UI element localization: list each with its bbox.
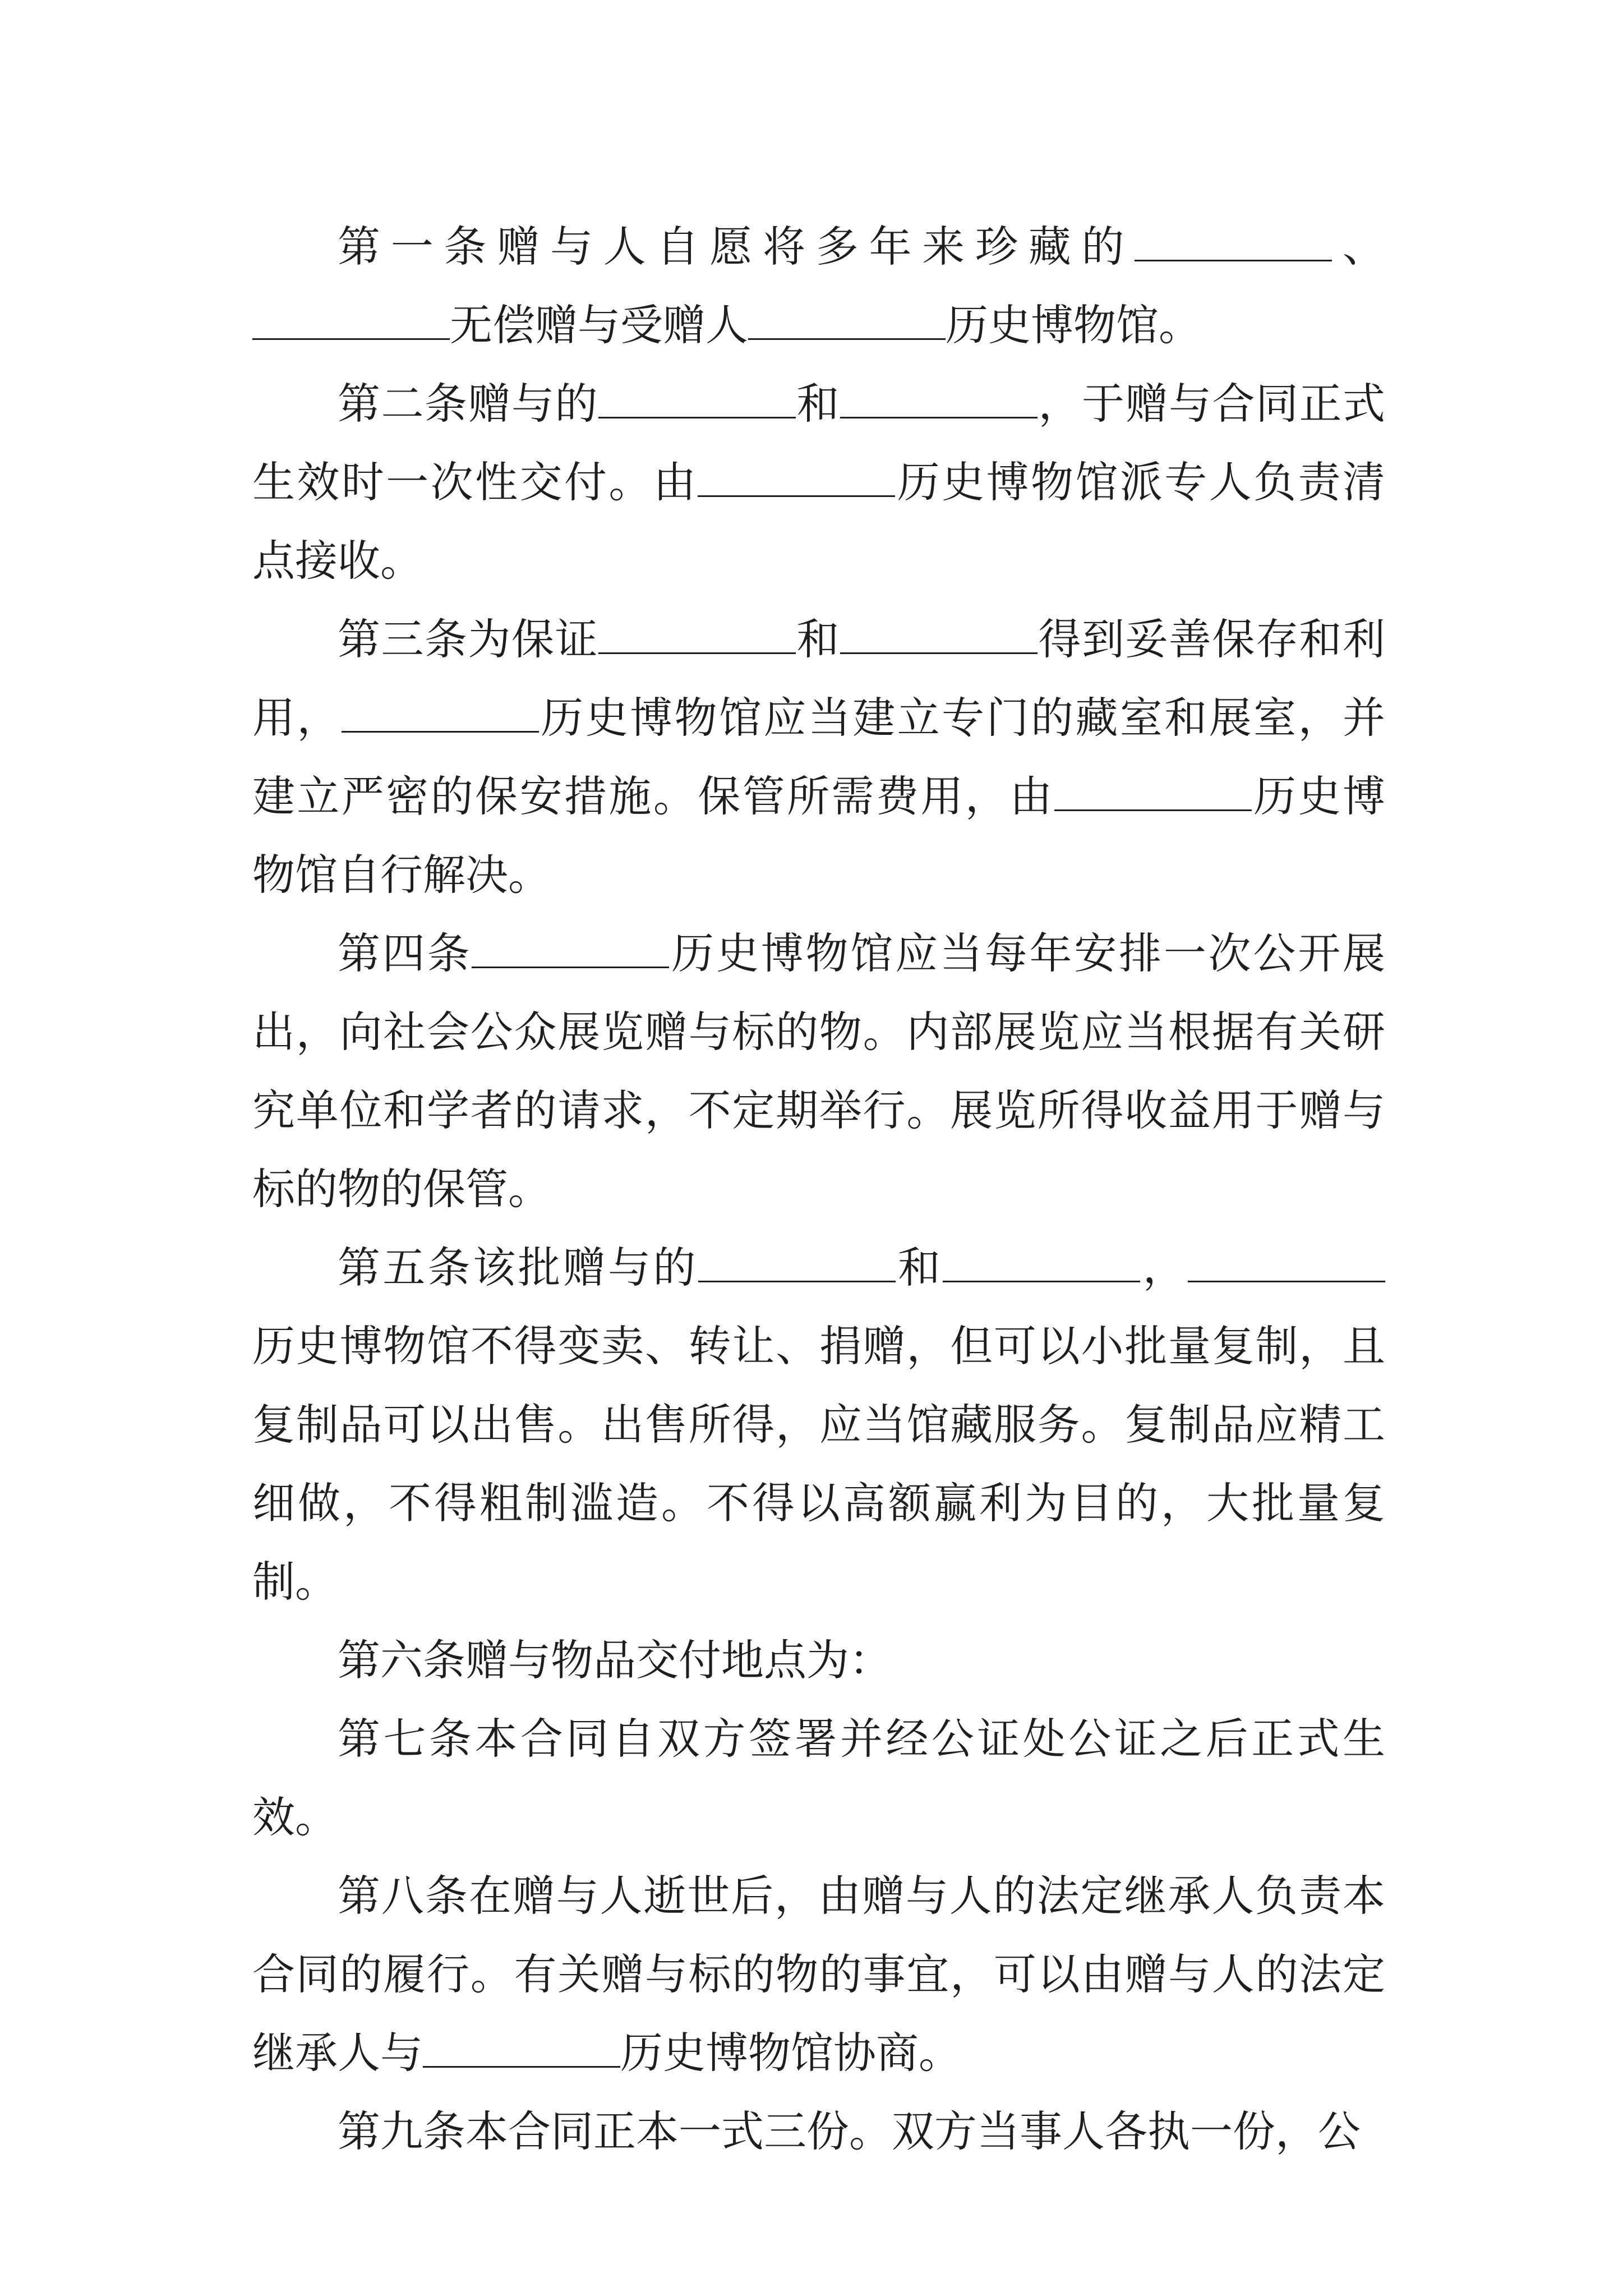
contract-text: 历史博物馆应当每年安排一次公开展出，向社会公众展览赠与标的物。内部展览应当根据有关研究单位和学者的请求，不定期举行。展览所得收益用于赠与标的物的保管。 — [252, 928, 1386, 1214]
fill-in-blank-line — [472, 930, 669, 968]
contract-text: 、 — [1332, 222, 1385, 272]
contract-text: 历史博物馆自行解决。 — [252, 771, 1386, 900]
contract-article-5 — [252, 1228, 1385, 1621]
contract-text: 和 — [796, 614, 840, 664]
contract-article-7 — [252, 1700, 1385, 1857]
contract-text: 第一条赠与人自愿将多年来珍藏的 — [338, 222, 1135, 272]
contract-text: 第六条赠与物品交付地点为： — [338, 1635, 892, 1685]
fill-in-blank-line — [748, 301, 946, 340]
fill-in-blank-line — [252, 301, 450, 340]
fill-in-blank-line — [698, 1244, 896, 1282]
fill-in-blank-line — [1054, 772, 1252, 811]
contract-text: ， — [1140, 1243, 1188, 1292]
fill-in-blank-line — [598, 615, 796, 654]
contract-article-6 — [252, 1621, 1385, 1700]
fill-in-blank-line — [943, 1244, 1140, 1282]
fill-in-blank-line — [598, 380, 796, 418]
fill-in-blank-line — [1188, 1244, 1385, 1282]
contract-article-9 — [252, 2092, 1385, 2171]
contract-text: 和 — [796, 379, 840, 429]
contract-text: 历史博物馆协商。 — [620, 2028, 961, 2078]
fill-in-blank-line — [840, 615, 1038, 654]
contract-text: 第九条本合同正本一式三份。双方当事人各执一份，公 — [338, 2106, 1361, 2156]
fill-in-blank-line — [342, 694, 539, 733]
contract-article-3 — [252, 600, 1385, 914]
fill-in-blank-line — [423, 2029, 620, 2068]
contract-text: 历史博物馆。 — [946, 300, 1201, 350]
contract-text: ，于赠与合同正式生效时一次性交付。由 — [252, 379, 1385, 507]
contract-text: 历史博物馆不得变卖、转让、捐赠，但可以小批量复制，且复制品可以出售。出售所得，应当馆藏服务。复制品应精工细做，不得粗制滥造。不得以高额赢利为目的，大批量复制。 — [252, 1321, 1385, 1607]
contract-text: 第五条该批赠与的 — [338, 1243, 698, 1292]
fill-in-blank-line — [698, 458, 895, 497]
fill-in-blank-line — [840, 380, 1038, 418]
fill-in-blank-line — [1135, 223, 1332, 261]
contract-text: 第二条赠与的 — [338, 379, 598, 429]
contract-text: 历史博物馆派专人负责清点接收。 — [252, 457, 1386, 586]
contract-text: 和 — [895, 1243, 943, 1292]
contract-text: 第七条本合同自双方签署并经公证处公证之后正式生效。 — [252, 1714, 1385, 1842]
contract-text: 历史博物馆应当建立专门的藏室和展室，并建立严密的保安措施。保管所需费用，由 — [252, 693, 1386, 821]
contract-text: 第八条在赠与人逝世后，由赠与人的法定继承人负责本合同的履行。有关赠与标的物的事宜，可以由赠与人的法定继承人与 — [252, 1871, 1385, 2078]
contract-article-1 — [252, 208, 1385, 365]
contract-text: 无偿赠与受赠人 — [450, 300, 748, 350]
contract-article-2 — [252, 365, 1385, 600]
document-body — [252, 208, 1385, 2171]
contract-text: 第三条为保证 — [338, 614, 598, 664]
contract-article-8 — [252, 1857, 1385, 2092]
contract-article-4 — [252, 914, 1385, 1228]
contract-text: 得到妥善保存和利用， — [252, 614, 1385, 743]
contract-text: 第四条 — [338, 928, 472, 978]
